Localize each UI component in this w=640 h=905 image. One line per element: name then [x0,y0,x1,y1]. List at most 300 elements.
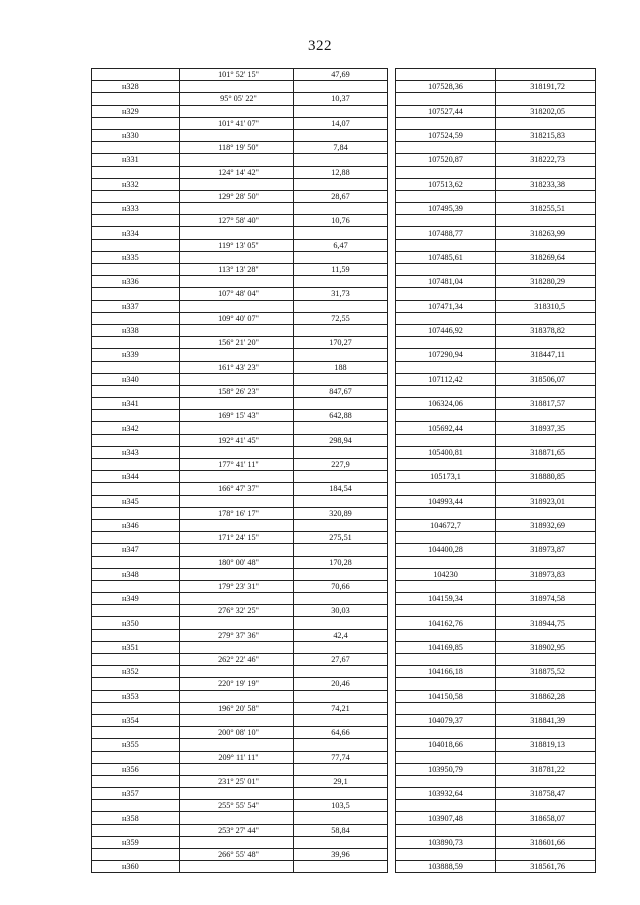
angle-cell-empty [180,836,294,848]
table-row-segment [92,312,596,324]
distance-cell-empty [294,446,388,458]
table-row-segment [92,849,596,861]
y-coordinate-cell: 318932,69 [496,519,596,531]
point-name-cell: н349 [92,593,180,605]
point-name-cell: н333 [92,203,180,215]
angle-cell-empty [180,154,294,166]
table-row-segment [92,288,596,300]
y-coordinate-cell: 318871,65 [496,446,596,458]
separator-cell [388,361,396,373]
point-name-cell-empty [92,580,180,592]
distance-cell-empty [294,105,388,117]
table-row-segment [92,654,596,666]
point-name-cell: н338 [92,324,180,336]
table-row-point [92,519,596,531]
point-name-cell: н357 [92,788,180,800]
angle-cell: 118° 19' 50" [180,142,294,154]
distance-cell: 28,67 [294,190,388,202]
separator-cell [388,800,396,812]
x-coordinate-cell: 104400,28 [396,544,496,556]
separator-cell [388,471,396,483]
y-coordinate-cell: 318447,11 [496,349,596,361]
distance-cell-empty [294,519,388,531]
table-row-point [92,836,596,848]
y-coordinate-cell-empty [496,580,596,592]
angle-cell: 119° 13' 05" [180,239,294,251]
x-coordinate-cell-empty [396,507,496,519]
separator-cell [388,215,396,227]
angle-cell-empty [180,129,294,141]
separator-cell [388,239,396,251]
angle-cell-empty [180,203,294,215]
x-coordinate-cell: 104159,34 [396,593,496,605]
table-row-segment [92,459,596,471]
separator-cell [388,93,396,105]
distance-cell: 27,67 [294,654,388,666]
angle-cell-empty [180,81,294,93]
separator-cell [388,580,396,592]
table-row-segment [92,824,596,836]
point-name-cell-empty [92,605,180,617]
distance-cell-empty [294,324,388,336]
angle-cell: 161° 43' 23" [180,361,294,373]
table-row-point [92,373,596,385]
x-coordinate-cell-empty [396,483,496,495]
table-row-point [92,251,596,263]
point-name-cell-empty [92,702,180,714]
separator-cell [388,459,396,471]
point-name-cell-empty [92,532,180,544]
y-coordinate-cell: 318658,07 [496,812,596,824]
point-name-cell-empty [92,654,180,666]
y-coordinate-cell-empty [496,775,596,787]
separator-cell [388,666,396,678]
x-coordinate-cell-empty [396,117,496,129]
separator-cell [388,190,396,202]
table-row-segment [92,605,596,617]
y-coordinate-cell-empty [496,142,596,154]
angle-cell-empty [180,349,294,361]
x-coordinate-cell: 107524,59 [396,129,496,141]
point-name-cell: н356 [92,763,180,775]
table-row-segment [92,800,596,812]
angle-cell-empty [180,471,294,483]
point-name-cell-empty [92,312,180,324]
table-row-point [92,861,596,873]
y-coordinate-cell: 318937,35 [496,422,596,434]
angle-cell: 179° 23' 31" [180,580,294,592]
point-name-cell: н359 [92,836,180,848]
table-row-segment [92,580,596,592]
distance-cell-empty [294,154,388,166]
y-coordinate-cell-empty [496,727,596,739]
y-coordinate-cell-empty [496,239,596,251]
y-coordinate-cell-empty [496,556,596,568]
separator-cell [388,288,396,300]
table-row-point [92,568,596,580]
distance-cell: 14,07 [294,117,388,129]
y-coordinate-cell-empty [496,288,596,300]
table-row-segment [92,702,596,714]
y-coordinate-cell: 318215,83 [496,129,596,141]
distance-cell-empty [294,714,388,726]
distance-cell-empty [294,544,388,556]
x-coordinate-cell-empty [396,702,496,714]
separator-cell [388,129,396,141]
table-row-point [92,593,596,605]
separator-cell [388,641,396,653]
distance-cell: 10,76 [294,215,388,227]
angle-cell-empty [180,422,294,434]
angle-cell-empty [180,495,294,507]
angle-cell-empty [180,690,294,702]
coordinates-table [91,68,596,873]
distance-cell-empty [294,763,388,775]
separator-cell [388,861,396,873]
separator-cell [388,495,396,507]
point-name-cell-empty [92,410,180,422]
separator-cell [388,605,396,617]
table-row-point [92,129,596,141]
x-coordinate-cell-empty [396,264,496,276]
y-coordinate-cell: 318222,73 [496,154,596,166]
y-coordinate-cell: 318269,64 [496,251,596,263]
y-coordinate-cell-empty [496,410,596,422]
separator-cell [388,410,396,422]
distance-cell: 72,55 [294,312,388,324]
distance-cell: 6,47 [294,239,388,251]
table-row-segment [92,190,596,202]
x-coordinate-cell-empty [396,678,496,690]
table-row-segment [92,385,596,397]
x-coordinate-cell-empty [396,824,496,836]
angle-cell: 95° 05' 22" [180,93,294,105]
point-name-cell-empty [92,142,180,154]
table-row-point [92,154,596,166]
point-name-cell-empty [92,507,180,519]
y-coordinate-cell-empty [496,678,596,690]
angle-cell: 220° 19' 19" [180,678,294,690]
y-coordinate-cell: 318601,66 [496,836,596,848]
angle-cell-empty [180,714,294,726]
x-coordinate-cell-empty [396,166,496,178]
y-coordinate-cell-empty [496,483,596,495]
table-row-segment [92,264,596,276]
table-row-point [92,227,596,239]
x-coordinate-cell-empty [396,556,496,568]
point-name-cell: н353 [92,690,180,702]
distance-cell-empty [294,398,388,410]
point-name-cell: н344 [92,471,180,483]
distance-cell-empty [294,617,388,629]
separator-cell [388,568,396,580]
point-name-cell-empty [92,800,180,812]
angle-cell-empty [180,178,294,190]
distance-cell: 11,59 [294,264,388,276]
separator-cell [388,166,396,178]
x-coordinate-cell-empty [396,751,496,763]
separator-cell [388,788,396,800]
x-coordinate-cell-empty [396,239,496,251]
x-coordinate-cell-empty [396,849,496,861]
point-name-cell-empty [92,215,180,227]
distance-cell-empty [294,300,388,312]
x-coordinate-cell: 107290,94 [396,349,496,361]
x-coordinate-cell-empty [396,190,496,202]
x-coordinate-cell-empty [396,312,496,324]
separator-cell [388,69,396,81]
distance-cell: 298,94 [294,434,388,446]
angle-cell: 129° 28' 50" [180,190,294,202]
distance-cell: 188 [294,361,388,373]
x-coordinate-cell-empty [396,142,496,154]
point-name-cell: н355 [92,739,180,751]
y-coordinate-cell: 318841,39 [496,714,596,726]
x-coordinate-cell-empty [396,93,496,105]
separator-cell [388,678,396,690]
point-name-cell: н328 [92,81,180,93]
distance-cell: 74,21 [294,702,388,714]
angle-cell-empty [180,300,294,312]
separator-cell [388,654,396,666]
distance-cell: 39,96 [294,849,388,861]
angle-cell-empty [180,105,294,117]
table-row-segment [92,751,596,763]
y-coordinate-cell-empty [496,264,596,276]
point-name-cell-empty [92,629,180,641]
angle-cell: 196° 20' 58" [180,702,294,714]
point-name-cell-empty [92,556,180,568]
distance-cell: 10,37 [294,93,388,105]
point-name-cell: н343 [92,446,180,458]
distance-cell-empty [294,641,388,653]
point-name-cell-empty [92,337,180,349]
x-coordinate-cell: 104672,7 [396,519,496,531]
x-coordinate-cell: 103890,73 [396,836,496,848]
distance-cell-empty [294,373,388,385]
angle-cell: 177° 41' 11" [180,459,294,471]
distance-cell: 170,27 [294,337,388,349]
distance-cell: 184,54 [294,483,388,495]
x-coordinate-cell-empty [396,385,496,397]
x-coordinate-cell: 105173,1 [396,471,496,483]
point-name-cell: н346 [92,519,180,531]
y-coordinate-cell-empty [496,507,596,519]
separator-cell [388,373,396,385]
separator-cell [388,154,396,166]
angle-cell-empty [180,617,294,629]
point-name-cell-empty [92,361,180,373]
angle-cell: 166° 47' 37" [180,483,294,495]
angle-cell: 253° 27' 44" [180,824,294,836]
distance-cell-empty [294,349,388,361]
distance-cell: 58,84 [294,824,388,836]
distance-cell-empty [294,861,388,873]
distance-cell-empty [294,495,388,507]
point-name-cell: н354 [92,714,180,726]
angle-cell-empty [180,861,294,873]
distance-cell-empty [294,227,388,239]
point-name-cell: н337 [92,300,180,312]
distance-cell: 31,73 [294,288,388,300]
x-coordinate-cell: 103907,48 [396,812,496,824]
distance-cell: 29,1 [294,775,388,787]
separator-cell [388,105,396,117]
separator-cell [388,690,396,702]
x-coordinate-cell: 105692,44 [396,422,496,434]
y-coordinate-cell-empty [496,532,596,544]
angle-cell: 101° 52' 15" [180,69,294,81]
x-coordinate-cell: 104162,76 [396,617,496,629]
y-coordinate-cell-empty [496,312,596,324]
separator-cell [388,349,396,361]
x-coordinate-cell-empty [396,459,496,471]
table-row-point [92,276,596,288]
distance-cell-empty [294,422,388,434]
distance-cell: 275,51 [294,532,388,544]
page-number: 322 [308,38,332,54]
y-coordinate-cell: 318902,95 [496,641,596,653]
point-name-cell-empty [92,849,180,861]
x-coordinate-cell: 107112,42 [396,373,496,385]
table-row-point [92,739,596,751]
table-row-segment [92,361,596,373]
distance-cell: 7,84 [294,142,388,154]
point-name-cell-empty [92,264,180,276]
x-coordinate-cell-empty [396,654,496,666]
angle-cell-empty [180,763,294,775]
angle-cell: 180° 00' 48" [180,556,294,568]
separator-cell [388,775,396,787]
separator-cell [388,629,396,641]
y-coordinate-cell-empty [496,800,596,812]
table-row-segment [92,166,596,178]
x-coordinate-cell-empty [396,361,496,373]
x-coordinate-cell: 104079,37 [396,714,496,726]
separator-cell [388,836,396,848]
angle-cell-empty [180,398,294,410]
separator-cell [388,117,396,129]
table-row-segment [92,483,596,495]
separator-cell [388,300,396,312]
y-coordinate-cell: 318973,87 [496,544,596,556]
point-name-cell: н330 [92,129,180,141]
separator-cell [388,593,396,605]
separator-cell [388,312,396,324]
y-coordinate-cell-empty [496,459,596,471]
angle-cell: 255° 55' 54" [180,800,294,812]
y-coordinate-cell: 318973,83 [496,568,596,580]
y-coordinate-cell: 318819,13 [496,739,596,751]
table-row-point [92,105,596,117]
x-coordinate-cell: 103932,64 [396,788,496,800]
point-name-cell-empty [92,483,180,495]
table-row-point [92,324,596,336]
separator-cell [388,324,396,336]
point-name-cell: н347 [92,544,180,556]
y-coordinate-cell: 318974,58 [496,593,596,605]
table-row-point [92,300,596,312]
point-name-cell: н345 [92,495,180,507]
distance-cell-empty [294,666,388,678]
angle-cell: 178° 16' 17" [180,507,294,519]
y-coordinate-cell: 318255,51 [496,203,596,215]
y-coordinate-cell-empty [496,215,596,227]
point-name-cell: н335 [92,251,180,263]
table-row-segment [92,507,596,519]
x-coordinate-cell-empty [396,727,496,739]
point-name-cell-empty [92,385,180,397]
point-name-cell: н331 [92,154,180,166]
separator-cell [388,422,396,434]
point-name-cell-empty [92,117,180,129]
angle-cell-empty [180,739,294,751]
angle-cell: 158° 26' 23" [180,385,294,397]
distance-cell-empty [294,178,388,190]
y-coordinate-cell-empty [496,654,596,666]
y-coordinate-cell: 318923,01 [496,495,596,507]
point-name-cell: н352 [92,666,180,678]
distance-cell-empty [294,276,388,288]
point-name-cell-empty [92,459,180,471]
angle-cell: 156° 21' 20" [180,337,294,349]
angle-cell: 107° 48' 04" [180,288,294,300]
x-coordinate-cell: 104230 [396,568,496,580]
x-coordinate-cell: 107527,44 [396,105,496,117]
separator-cell [388,507,396,519]
angle-cell: 171° 24' 15" [180,532,294,544]
distance-cell-empty [294,203,388,215]
distance-cell: 227,9 [294,459,388,471]
x-coordinate-cell-empty [396,532,496,544]
x-coordinate-cell-empty [396,629,496,641]
table-row-point [92,641,596,653]
table-row-segment [92,434,596,446]
separator-cell [388,556,396,568]
y-coordinate-cell: 318191,72 [496,81,596,93]
point-name-cell-empty [92,434,180,446]
y-coordinate-cell-empty [496,93,596,105]
y-coordinate-cell: 318506,07 [496,373,596,385]
table-row-segment [92,215,596,227]
table-row-segment [92,69,596,81]
angle-cell-empty [180,446,294,458]
table-row-point [92,714,596,726]
angle-cell: 266° 55' 48" [180,849,294,861]
separator-cell [388,251,396,263]
x-coordinate-cell: 107471,34 [396,300,496,312]
x-coordinate-cell-empty [396,800,496,812]
table-row-segment [92,556,596,568]
distance-cell-empty [294,836,388,848]
y-coordinate-cell-empty [496,849,596,861]
point-name-cell-empty [92,166,180,178]
angle-cell-empty [180,251,294,263]
angle-cell: 231° 25' 01" [180,775,294,787]
distance-cell: 847,67 [294,385,388,397]
point-name-cell: н341 [92,398,180,410]
separator-cell [388,763,396,775]
angle-cell: 124° 14' 42" [180,166,294,178]
y-coordinate-cell-empty [496,434,596,446]
distance-cell: 30,03 [294,605,388,617]
angle-cell-empty [180,519,294,531]
separator-cell [388,276,396,288]
angle-cell-empty [180,373,294,385]
distance-cell-empty [294,788,388,800]
y-coordinate-cell: 318862,28 [496,690,596,702]
x-coordinate-cell: 107446,92 [396,324,496,336]
